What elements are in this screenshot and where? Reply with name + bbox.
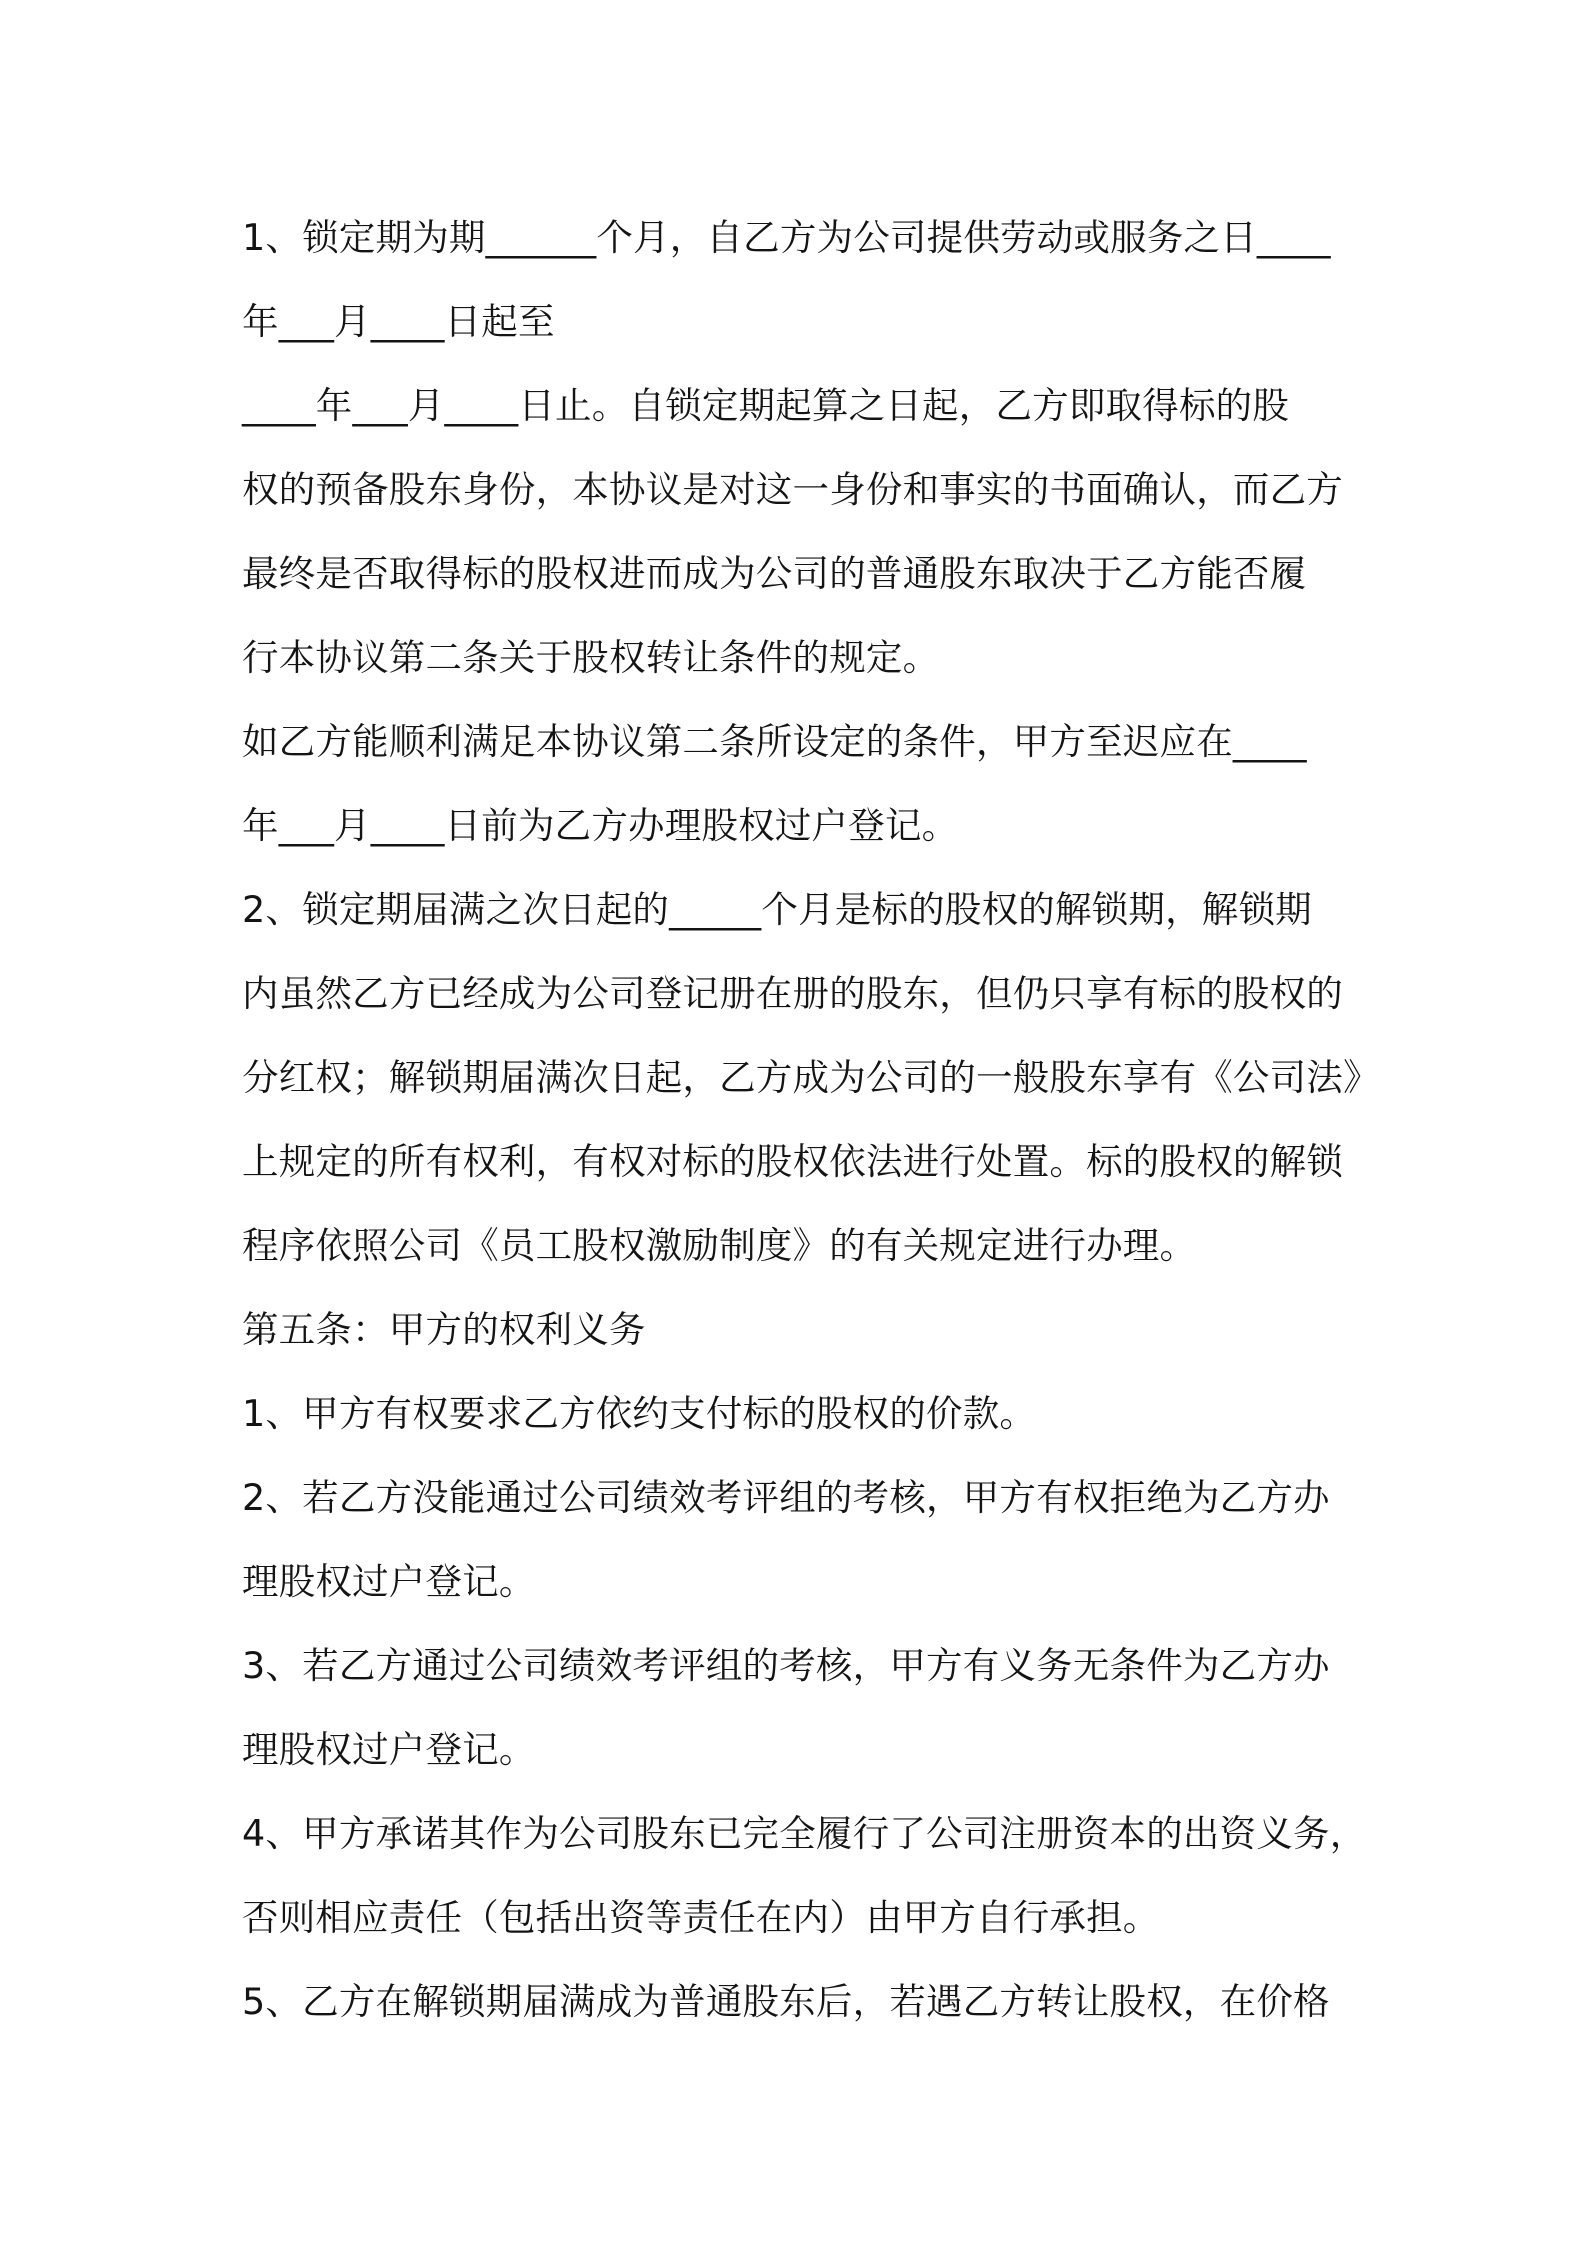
text-line: 分红权；解锁期届满次日起，乙方成为公司的一般股东享有《公司法》	[242, 1056, 1380, 1099]
text-line: 上规定的所有权利，有权对标的股权依法进行处置。标的股权的解锁	[242, 1140, 1343, 1183]
text-line: 理股权过户登记。	[242, 1560, 536, 1603]
text-line: 1、甲方有权要求乙方依约支付标的股权的价款。	[242, 1392, 1037, 1435]
text-line: ____年___月____日止。自锁定期起算之日起，乙方即取得标的股	[242, 384, 1290, 427]
text-line: 4、甲方承诺其作为公司股东已完全履行了公司注册资本的出资义务，	[242, 1812, 1367, 1855]
text-line: 2、锁定期届满之次日起的_____个月是标的股权的解锁期，解锁期	[242, 888, 1312, 931]
text-line: 行本协议第二条关于股权转让条件的规定。	[242, 636, 940, 679]
text-line: 年___月____日起至	[242, 300, 555, 343]
text-line: 2、若乙方没能通过公司绩效考评组的考核，甲方有权拒绝为乙方办	[242, 1476, 1330, 1519]
text-line: 否则相应责任（包括出资等责任在内）由甲方自行承担。	[242, 1896, 1160, 1939]
text-line: 5、乙方在解锁期届满成为普通股东后，若遇乙方转让股权，在价格	[242, 1980, 1330, 2023]
text-line: 1、锁定期为期______个月，自乙方为公司提供劳动或服务之日____	[242, 216, 1331, 259]
text-line: 如乙方能顺利满足本协议第二条所设定的条件，甲方至迟应在____	[242, 720, 1307, 763]
section-heading: 第五条：甲方的权利义务	[242, 1308, 646, 1351]
document-body	[242, 196, 1380, 2044]
text-line: 内虽然乙方已经成为公司登记册在册的股东，但仍只享有标的股权的	[242, 972, 1343, 1015]
text-line: 年___月____日前为乙方办理股权过户登记。	[242, 804, 959, 847]
text-line: 权的预备股东身份，本协议是对这一身份和事实的书面确认，而乙方	[242, 468, 1343, 511]
text-line: 3、若乙方通过公司绩效考评组的考核，甲方有义务无条件为乙方办	[242, 1644, 1330, 1687]
text-line: 理股权过户登记。	[242, 1728, 536, 1771]
text-line: 程序依照公司《员工股权激励制度》的有关规定进行办理。	[242, 1224, 1197, 1267]
text-line: 最终是否取得标的股权进而成为公司的普通股东取决于乙方能否履	[242, 552, 1307, 595]
